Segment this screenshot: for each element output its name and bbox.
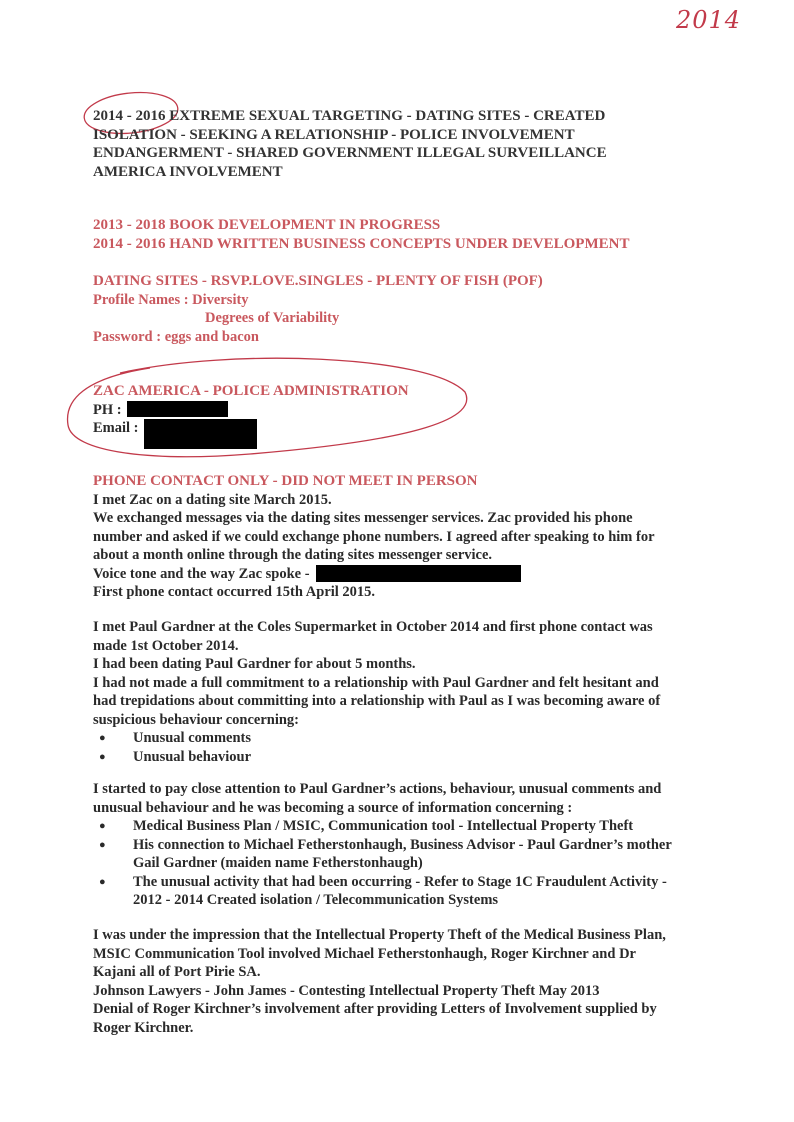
page-title bbox=[93, 107, 743, 181]
paul-text-line-4: I had not made a full commitment to a relationship with Paul Gardner and felt hesitant and bbox=[93, 674, 659, 691]
impression-text-line-1: I was under the impression that the Intellectual Property Theft of the Medical Business Plan, bbox=[93, 927, 666, 943]
voice-tone-redaction bbox=[316, 565, 521, 582]
phone-text-line-2: We exchanged messages via the dating sites messenger services. Zac provided his phone bbox=[93, 510, 633, 526]
development-section bbox=[93, 216, 743, 253]
title-line-2: ISOLATION - SEEKING A RELATIONSHIP - POLICE INVOLVEMENT bbox=[93, 126, 575, 143]
profile-names-line: Profile Names : Diversity bbox=[93, 291, 249, 308]
phone-redaction bbox=[127, 401, 228, 417]
dating-sites-section bbox=[93, 272, 743, 346]
password-line: Password : eggs and bacon bbox=[93, 328, 259, 345]
information-bullet-list bbox=[93, 817, 743, 910]
list-item: ● The unusual activity that had been occurring - Refer to Stage 1C Fraudulent Activity - 2012 - 2014 Created isolation / Telecommunication Systems bbox=[99, 873, 667, 908]
list-item: ● Unusual comments bbox=[99, 730, 252, 746]
impression-text-line-3: Kajani all of Port Pirie SA. bbox=[93, 964, 261, 980]
bullet-icon: ● bbox=[99, 750, 106, 763]
impression-text-line-6: Roger Kirchner. bbox=[93, 1019, 194, 1036]
list-item: ● His connection to Michael Fetherstonhaugh, Business Advisor - Paul Gardner’s mother Gail Gardner (maiden name Fetherstonhaugh) bbox=[99, 836, 672, 871]
voice-tone-label: Voice tone and the way Zac spoke - bbox=[93, 565, 310, 582]
paul-text-line-3: I had been dating Paul Gardner for about 5 months. bbox=[93, 656, 416, 672]
profile-name-second: Degrees of Variability bbox=[205, 310, 340, 326]
phone-line bbox=[93, 401, 743, 420]
book-development-line: 2013 - 2018 BOOK DEVELOPMENT IN PROGRESS bbox=[93, 217, 441, 233]
phone-contact-heading: PHONE CONTACT ONLY - DID NOT MEET IN PERSON bbox=[93, 473, 478, 489]
list-item: ● Medical Business Plan / MSIC, Communication tool - Intellectual Property Theft bbox=[99, 818, 634, 834]
bullet-icon: ● bbox=[99, 838, 106, 851]
email-redaction bbox=[144, 419, 257, 449]
bullet-icon: ● bbox=[99, 820, 106, 832]
suspicion-bullet-list bbox=[93, 729, 743, 766]
contact-box bbox=[93, 382, 743, 449]
list-item: ● Unusual behaviour bbox=[99, 748, 252, 765]
attention-section bbox=[93, 780, 743, 910]
phone-label: PH : bbox=[93, 401, 122, 418]
bullet-icon: ● bbox=[99, 875, 106, 888]
title-line-1: 2014 - 2016 EXTREME SEXUAL TARGETING - DATING SITES - CREATED bbox=[93, 108, 606, 124]
title-line-3: ENDANGERMENT - SHARED GOVERNMENT ILLEGAL SURVEILLANCE bbox=[93, 145, 607, 161]
contact-heading: ZAC AMERICA - POLICE ADMINISTRATION bbox=[93, 383, 409, 399]
dating-sites-heading: DATING SITES - RSVP.LOVE.SINGLES - PLENTY OF FISH (POF) bbox=[93, 273, 543, 289]
attention-text-line-1: I started to pay close attention to Paul Gardner’s actions, behaviour, unusual comments and bbox=[93, 781, 662, 797]
bullet-icon: ● bbox=[99, 732, 106, 744]
phone-text-line-4: about a month online through the dating sites messenger service. bbox=[93, 547, 493, 563]
title-line-4: AMERICA INVOLVEMENT bbox=[93, 163, 283, 180]
phone-text-line-1: I met Zac on a dating site March 2015. bbox=[93, 491, 332, 508]
impression-section bbox=[93, 926, 743, 1037]
paul-text-line-1: I met Paul Gardner at the Coles Supermarket in October 2014 and first phone contact was bbox=[93, 619, 653, 635]
email-line bbox=[93, 419, 743, 449]
email-label: Email : bbox=[93, 420, 139, 436]
voice-tone-line bbox=[93, 565, 743, 584]
phone-text-line-3: number and asked if we could exchange phone numbers. I agreed after speaking to him for bbox=[93, 528, 655, 545]
business-concepts-line: 2014 - 2016 HAND WRITTEN BUSINESS CONCEPTS UNDER DEVELOPMENT bbox=[93, 235, 630, 252]
attention-text-line-2: unusual behaviour and he was becoming a source of information concerning : bbox=[93, 799, 573, 816]
impression-text-line-5: Denial of Roger Kirchner’s involvement after providing Letters of Involvement supplied by bbox=[93, 1001, 657, 1017]
first-contact-line: First phone contact occurred 15th April 2015. bbox=[93, 584, 376, 600]
impression-text-line-4: Johnson Lawyers - John James - Contesting Intellectual Property Theft May 2013 bbox=[93, 982, 600, 999]
impression-text-line-2: MSIC Communication Tool involved Michael Fetherstonhaugh, Roger Kirchner and Dr bbox=[93, 945, 636, 962]
paul-text-line-2: made 1st October 2014. bbox=[93, 637, 239, 654]
paul-text-line-5: had trepidations about committing into a relationship with Paul as I was becoming aware of bbox=[93, 693, 661, 709]
paul-text-line-6: suspicious behaviour concerning: bbox=[93, 711, 299, 728]
phone-contact-section bbox=[93, 472, 743, 602]
paul-section bbox=[93, 618, 743, 766]
handwritten-year: 2014 bbox=[676, 6, 742, 34]
